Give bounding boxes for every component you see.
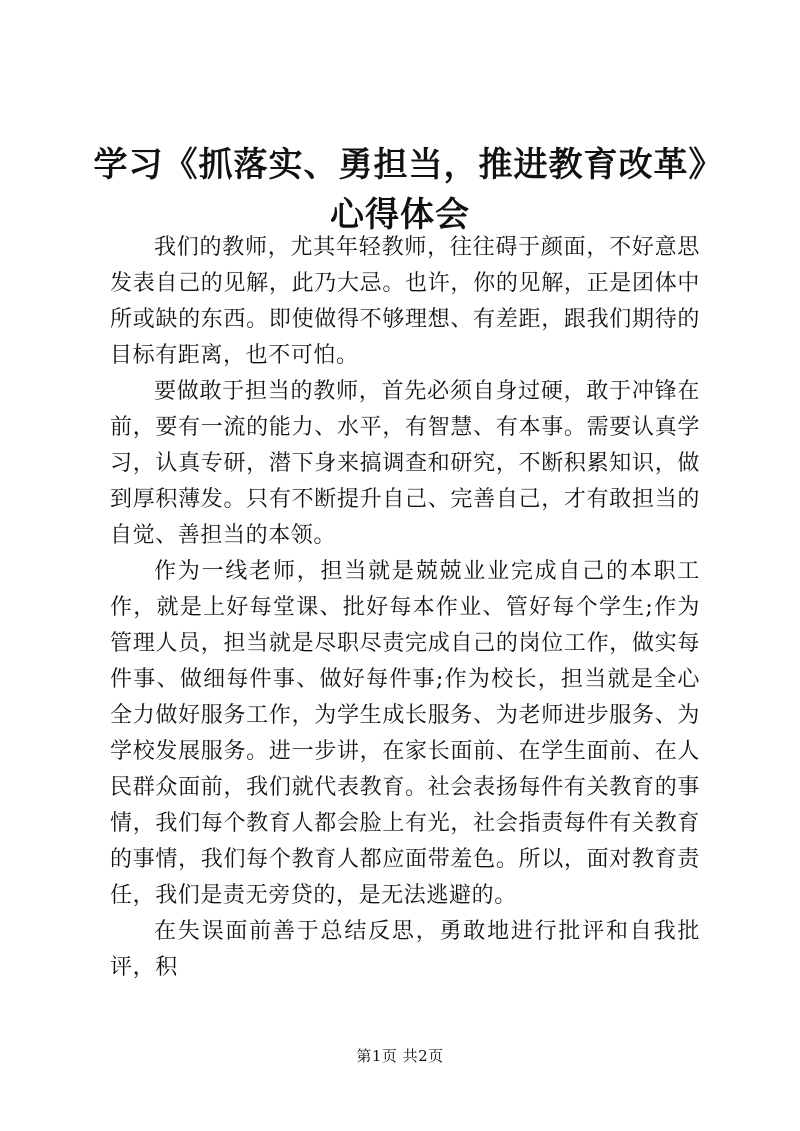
- document-title: 学习《抓落实、勇担当，推进教育改革》心得体会: [93, 145, 707, 235]
- paragraph-1: 我们的教师，尤其年轻教师，往往碍于颜面，不好意思发表自己的见解，此乃大忌。也许，你的见解，正是团体中所或缺的东西。即使做得不够理想、有差距，跟我们期待的目标有距离，也不可怕。: [110, 235, 700, 368]
- page-number-footer: 第1页 共2页: [356, 1047, 444, 1065]
- paragraph-4: 在失误面前善于总结反思，勇敢地进行批评和自我批评，积: [110, 919, 700, 980]
- paragraph-2: 要做敢于担当的教师，首先必须自身过硬，敢于冲锋在前，要有一流的能力、水平，有智慧、有本事。需要认真学习，认真专研，潜下身来搞调查和研究，不断积累知识，做到厚积薄发。只有不断提升自己、完善自己，才有敢担当的自觉、善担当的本领。: [110, 379, 700, 548]
- document-body: [110, 230, 700, 986]
- paragraph-3: 作为一线老师，担当就是兢兢业业完成自己的本职工作，就是上好每堂课、批好每本作业、管好每个学生;作为管理人员，担当就是尽职尽责完成自己的岗位工作，做实每件事、做细每件事、做好每件事;作为校长，担当就是全心全力做好服务工作，为学生成长服务、为老师进步服务、为学校发展服务。进一步讲，在家长面前、在学生面前、在人民群众面前，我们就代表教育。社会表扬每件有关教育的事情，我们每个教育人都会脸上有光，社会指责每件有关教育的事情，我们每个教育人都应面带羞色。所以，面对教育责任，我们是责无旁贷的，是无法逃避的。: [110, 559, 700, 908]
